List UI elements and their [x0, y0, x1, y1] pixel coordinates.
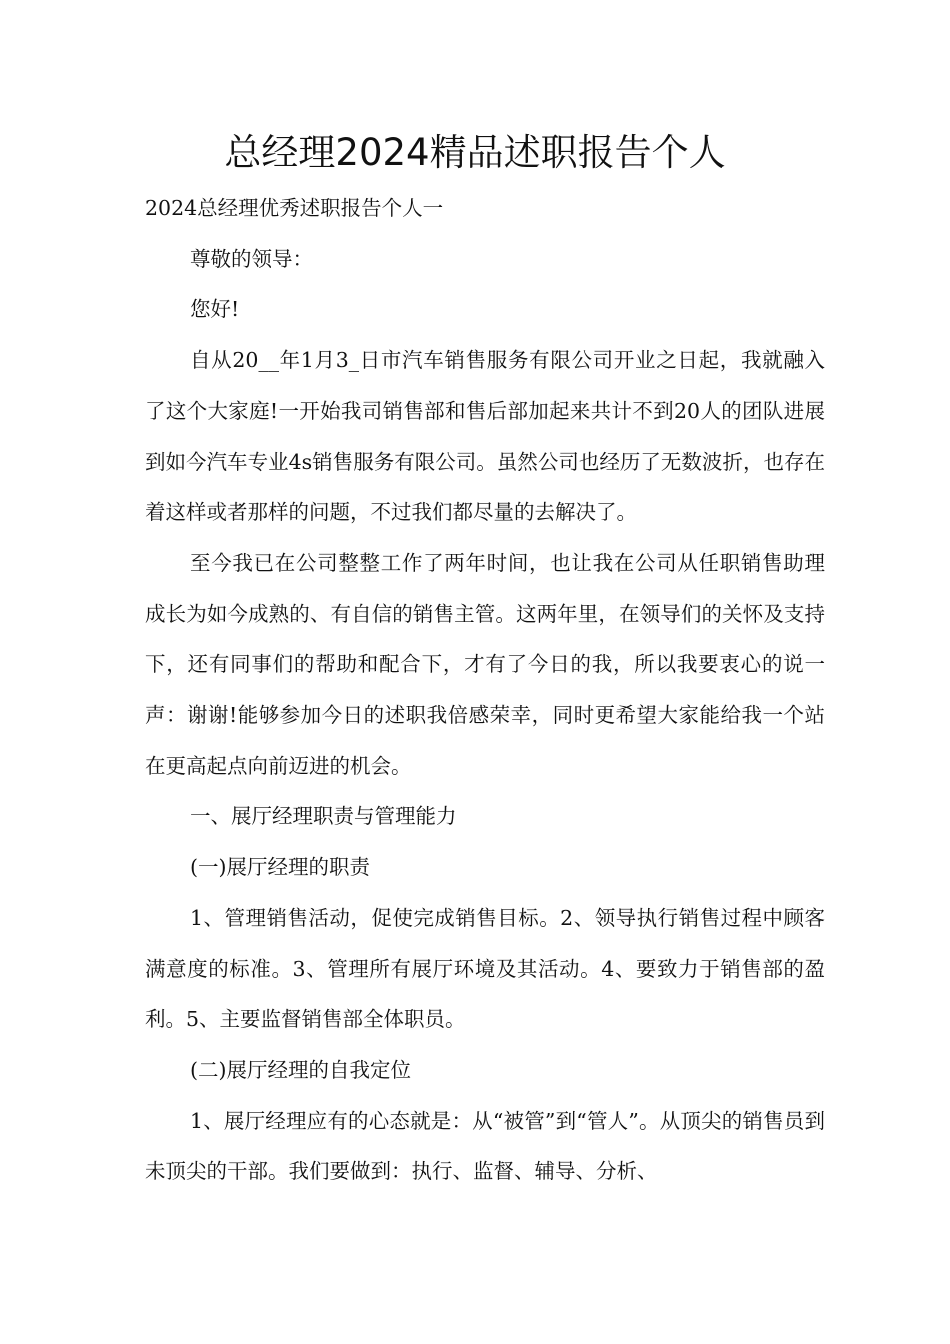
document-body: [145, 183, 825, 1197]
salutation: 尊敬的领导：: [190, 246, 313, 271]
greeting: 您好!: [190, 297, 240, 322]
paragraph-growth: 至今我已在公司整整工作了两年时间，也让我在公司从任职销售助理成长为如今成熟的、有自信的销售主管。这两年里，在领导们的关怀及支持下，还有同事们的帮助和配合下，才有了今日的我，所以我要衷心的说一声：谢谢!能够参加今日的述职我倍感荣幸，同时更希望大家能给我一个站在更高起点向前迈进的机会。: [145, 550, 825, 778]
paragraph-intro: 自从20__年1月3_日市汽车销售服务有限公司开业之日起，我就融入了这个大家庭!一开始我司销售部和售后部加起来共计不到20人的团队进展到如今汽车专业4s销售服务有限公司。虽然公司也经历了无数波折，也存在着这样或者那样的问题，不过我们都尽量的去解决了。: [145, 348, 825, 525]
paragraph-duties: 1、管理销售活动，促使完成销售目标。2、领导执行销售过程中顾客满意度的标准。3、管理所有展厅环境及其活动。4、要致力于销售部的盈利。5、主要监督销售部全体职员。: [145, 905, 825, 1032]
document-title: 总经理2024精品述职报告个人: [224, 131, 726, 174]
document-subtitle: 2024总经理优秀述职报告个人一: [145, 196, 444, 220]
subsection-heading-2: (二)展厅经理的自我定位: [190, 1057, 411, 1082]
section-heading-1: 一、展厅经理职责与管理能力: [190, 804, 457, 829]
paragraph-positioning: 1、展厅经理应有的心态就是：从“被管”到“管人”。从顶尖的销售员到未顶尖的干部。我们要做到：执行、监督、辅导、分析、: [145, 1108, 825, 1184]
subsection-heading-1: (一)展厅经理的职责: [190, 855, 370, 880]
